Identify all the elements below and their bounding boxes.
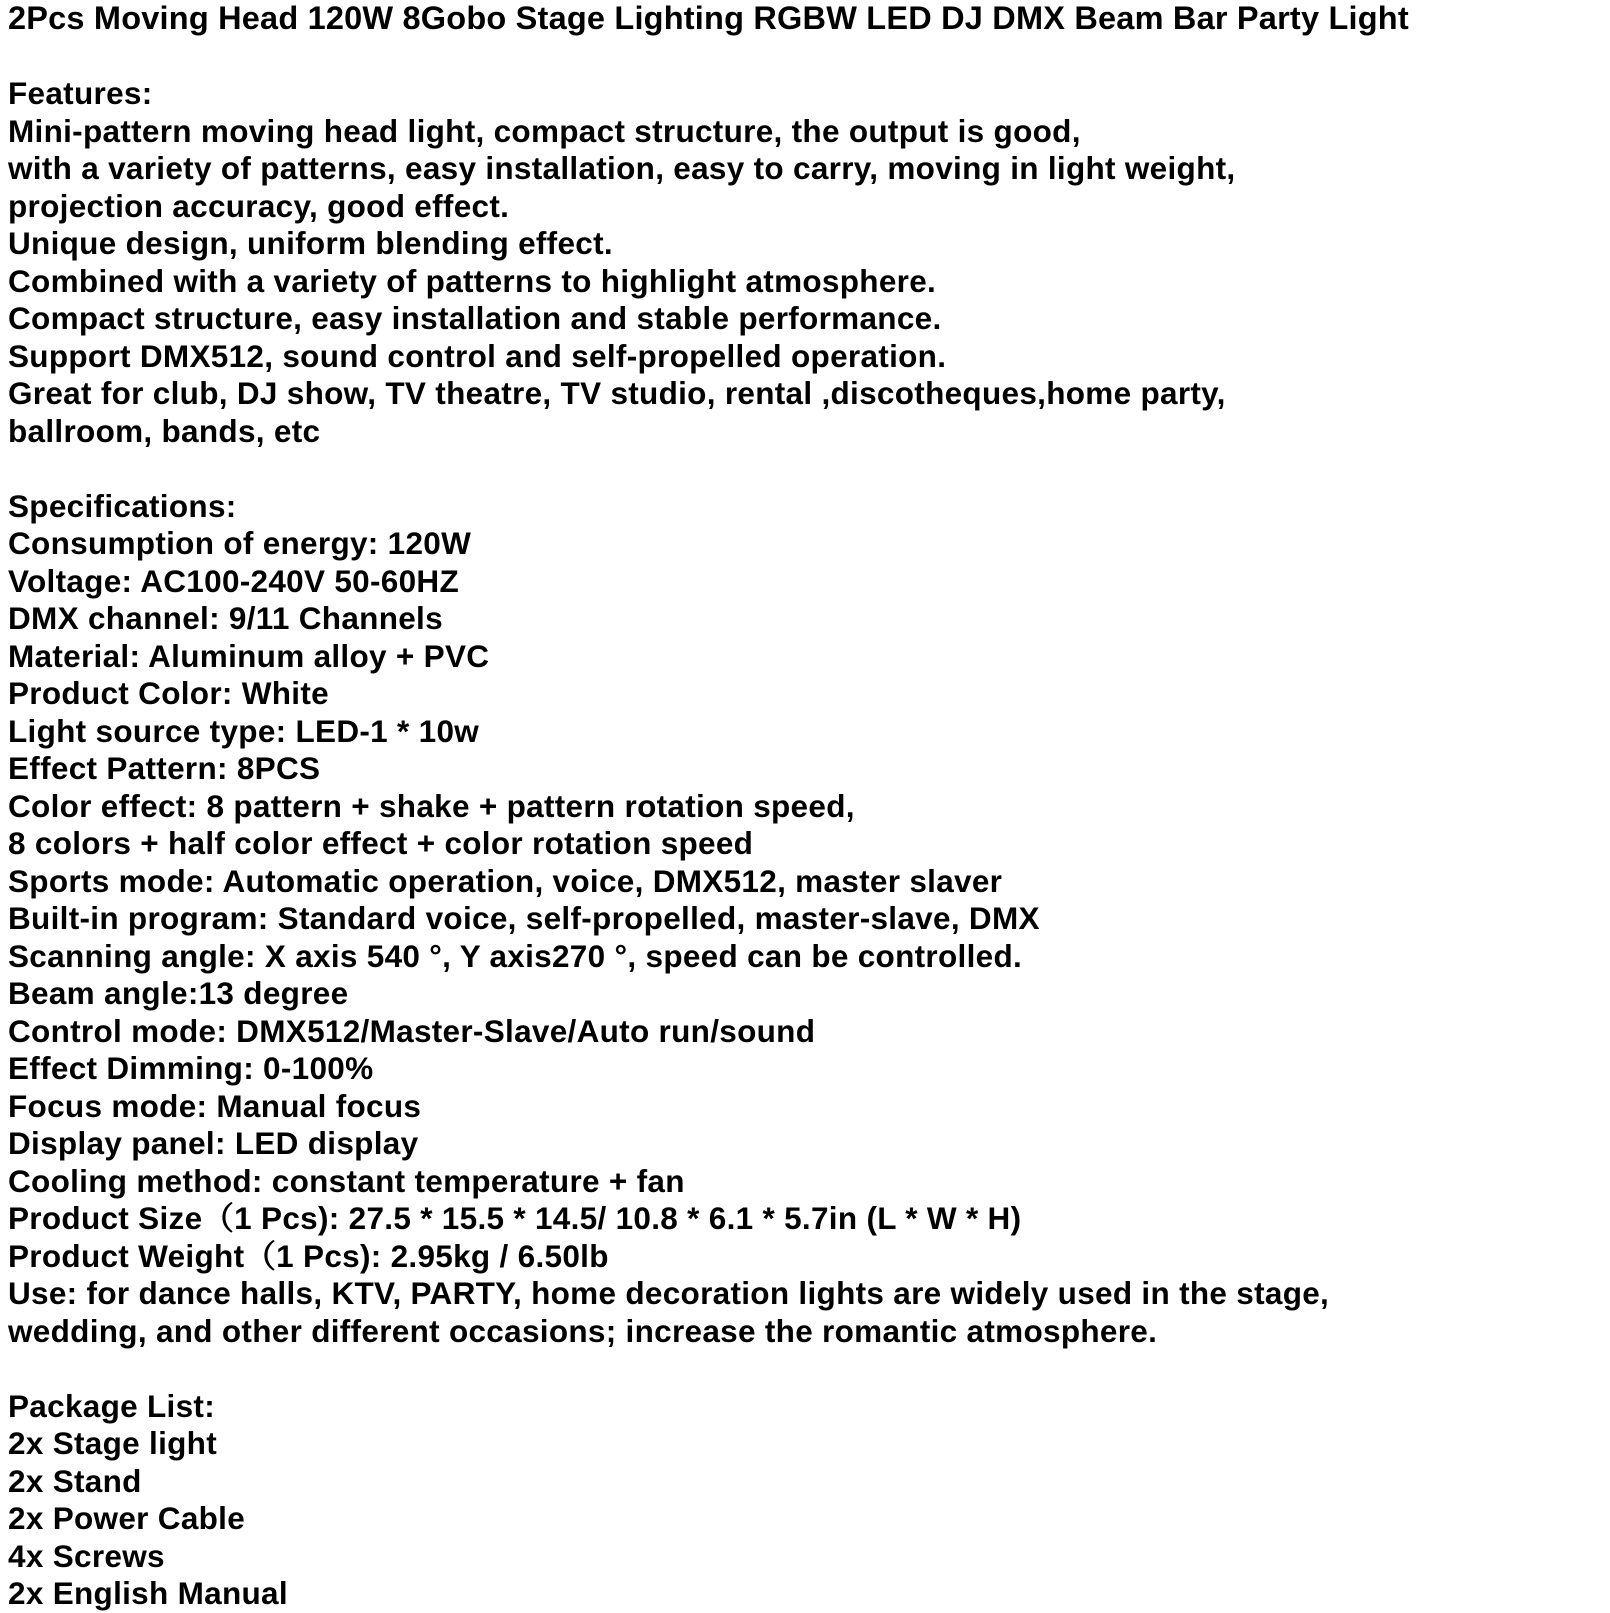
feature-line: projection accuracy, good effect. xyxy=(8,187,510,224)
spec-line: Product Weight（1 Pcs): 2.95kg / 6.50lb xyxy=(8,1237,609,1274)
feature-line: with a variety of patterns, easy installation, easy to carry, moving in light weight, xyxy=(8,150,1236,186)
package-item: 2x Stand xyxy=(8,1462,142,1499)
spec-line: Scanning angle: X axis 540 °, Y axis270 °, speed can be controlled. xyxy=(8,937,1023,974)
spec-line: Built-in program: Standard voice, self-propelled, master-slave, DMX xyxy=(8,900,1040,936)
feature-line: Support DMX512, sound control and self-propelled operation. xyxy=(8,337,947,374)
spec-line: Light source type: LED-1 * 10w xyxy=(8,712,480,749)
package-list xyxy=(8,1425,1604,1613)
spec-line: Control mode: DMX512/Master-Slave/Auto run/sound xyxy=(8,1012,816,1049)
specifications-heading: Specifications: xyxy=(8,487,237,524)
spec-line: Display panel: LED display xyxy=(8,1125,419,1161)
features-heading: Features: xyxy=(8,75,153,111)
package-item: 2x Power Cable xyxy=(8,1500,246,1536)
spec-line: 8 colors + half color effect + color rotation speed xyxy=(8,825,754,861)
spec-line: Material: Aluminum alloy + PVC xyxy=(8,637,490,674)
spec-line: Consumption of energy: 120W xyxy=(8,525,472,561)
feature-line: Mini-pattern moving head light, compact structure, the output is good, xyxy=(8,112,1081,149)
feature-line: ballroom, bands, etc xyxy=(8,412,321,449)
spacer xyxy=(8,1350,1604,1388)
spec-line: Effect Dimming: 0-100% xyxy=(8,1050,374,1086)
spec-line: Voltage: AC100-240V 50-60HZ xyxy=(8,562,460,599)
spacer xyxy=(8,450,1604,488)
spec-line: DMX channel: 9/11 Channels xyxy=(8,600,443,636)
spec-line: Effect Pattern: 8PCS xyxy=(8,750,321,786)
package-item: 2x Stage light xyxy=(8,1425,217,1461)
page-title: 2Pcs Moving Head 120W 8Gobo Stage Lighting RGBW LED DJ DMX Beam Bar Party Light xyxy=(8,0,1409,36)
spec-line: Product Size（1 Pcs): 27.5 * 15.5 * 14.5/ 10.8 * 6.1 * 5.7in (L * W * H) xyxy=(8,1200,1022,1236)
spec-line: Cooling method: constant temperature + fan xyxy=(8,1162,685,1199)
spacer xyxy=(8,38,1604,76)
feature-line: Unique design, uniform blending effect. xyxy=(8,225,613,261)
specifications-list xyxy=(8,525,1604,1350)
feature-line: Compact structure, easy installation and stable performance. xyxy=(8,300,942,336)
package-item: 2x English Manual xyxy=(8,1575,288,1611)
package-item: 4x Screws xyxy=(8,1537,165,1574)
spec-line: Beam angle:13 degree xyxy=(8,975,349,1011)
spec-line: Sports mode: Automatic operation, voice, DMX512, master slaver xyxy=(8,862,1003,899)
product-description xyxy=(8,0,1604,1610)
package-heading: Package List: xyxy=(8,1387,215,1424)
spec-line: Use: for dance halls, KTV, PARTY, home decoration lights are widely used in the stage, xyxy=(8,1275,1330,1311)
spec-line: Product Color: White xyxy=(8,675,329,711)
spec-line: Focus mode: Manual focus xyxy=(8,1087,422,1124)
spec-line: Color effect: 8 pattern + shake + pattern rotation speed, xyxy=(8,787,855,824)
features-list xyxy=(8,113,1604,451)
feature-line: Great for club, DJ show, TV theatre, TV studio, rental ,discotheques,home party, xyxy=(8,375,1226,411)
spec-line: wedding, and other different occasions; increase the romantic atmosphere. xyxy=(8,1312,1158,1349)
feature-line: Combined with a variety of patterns to highlight atmosphere. xyxy=(8,262,937,299)
